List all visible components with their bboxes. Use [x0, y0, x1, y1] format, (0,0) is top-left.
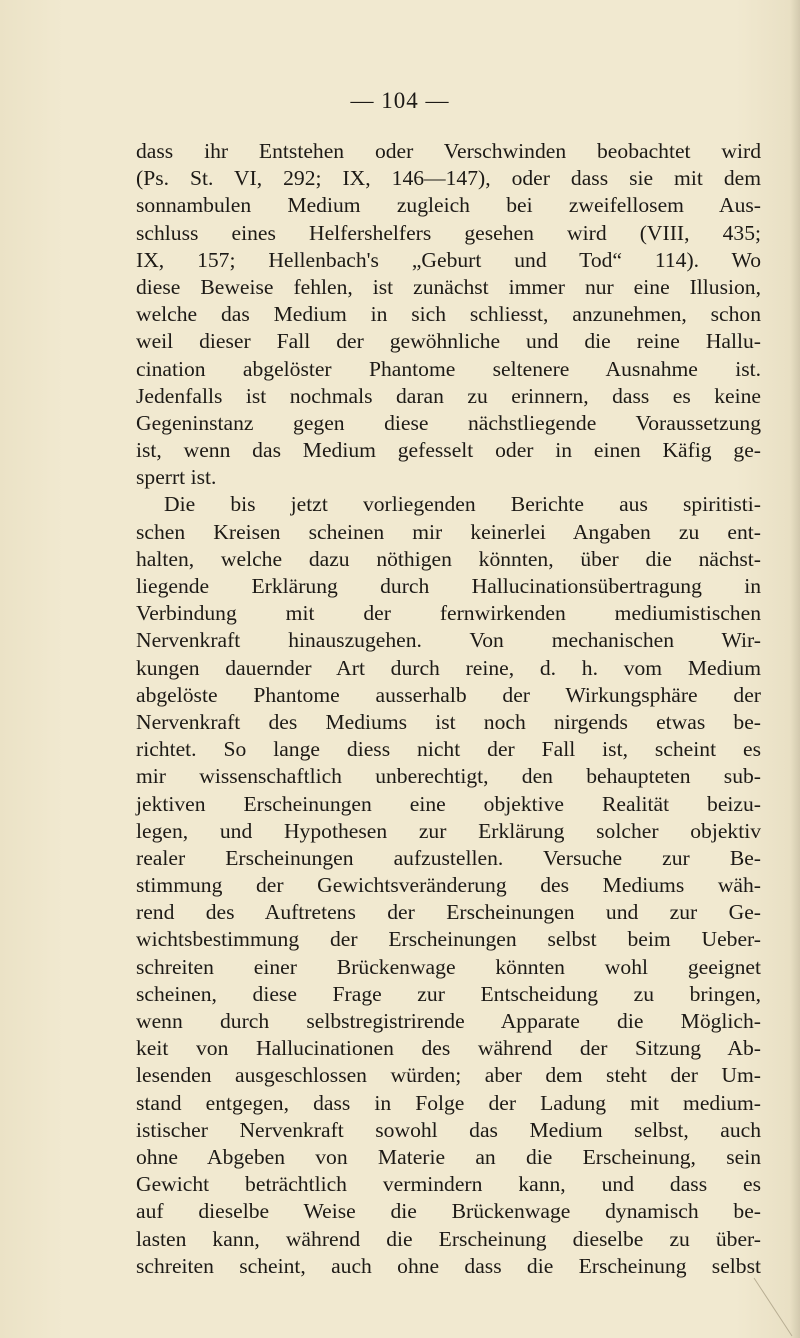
page-number-header: — 104 — [350, 88, 450, 113]
text-line: Gewicht beträchtlich vermindern kann, und dass es [136, 1172, 761, 1197]
text-line: Gegeninstanz gegen diese nächstliegende Voraussetzung [136, 410, 761, 435]
text-line: kungen dauernder Art durch reine, d. h. vom Medium [136, 655, 761, 680]
text-line: realer Erscheinungen aufzustellen. Versuche zur Be- [136, 845, 761, 870]
text-line: stimmung der Gewichtsveränderung des Mediums wäh- [136, 873, 761, 898]
text-line: Nervenkraft des Mediums ist noch nirgends etwas be- [136, 709, 761, 734]
body-text [136, 138, 761, 1280]
text-line: istischer Nervenkraft sowohl das Medium selbst, auch [136, 1117, 761, 1142]
text-line: welche das Medium in sich schliesst, anzunehmen, schon [136, 302, 761, 327]
text-line: IX, 157; Hellenbach's „Geburt und Tod“ 114). Wo [136, 247, 761, 272]
text-line: schreiten einer Brückenwage könnten wohl geeignet [136, 954, 761, 979]
text-line: abgelöste Phantome ausserhalb der Wirkungsphäre der [136, 682, 761, 707]
text-line: Jedenfalls ist nochmals daran zu erinnern, dass es keine [136, 383, 761, 408]
text-line: sonnambulen Medium zugleich bei zweifellosem Aus- [136, 193, 761, 218]
text-line: Nervenkraft hinauszugehen. Von mechanischen Wir- [136, 628, 761, 653]
text-line: dass ihr Entstehen oder Verschwinden beobachtet wird [136, 139, 761, 163]
text-line: stand entgegen, dass in Folge der Ladung mit medium- [136, 1090, 761, 1115]
text-line: scheinen, diese Frage zur Entscheidung zu bringen, [136, 981, 761, 1006]
text-line: Verbindung mit der fernwirkenden mediumistischen [136, 601, 761, 626]
text-line: richtet. So lange diess nicht der Fall ist, scheint es [136, 737, 761, 762]
text-line: diese Beweise fehlen, ist zunächst immer nur eine Illusion, [136, 274, 761, 299]
text-line: wichtsbestimmung der Erscheinungen selbst beim Ueber- [136, 927, 761, 952]
text-line: keit von Hallucinationen des während der Sitzung Ab- [136, 1036, 761, 1061]
text-line: (Ps. St. VI, 292; IX, 146—147), oder dass sie mit dem [136, 166, 761, 191]
text-line: cination abgelöster Phantome seltenere Ausnahme ist. [136, 356, 761, 381]
text-line: auf dieselbe Weise die Brückenwage dynamisch be- [136, 1199, 761, 1224]
page-corner-crease [752, 1276, 800, 1338]
text-line: legen, und Hypothesen zur Erklärung solcher objektiv [136, 818, 761, 843]
text-line: ist, wenn das Medium gefesselt oder in einen Käfig ge- [136, 438, 761, 463]
text-line: rend des Auftretens der Erscheinungen und zur Ge- [136, 900, 761, 925]
paragraph-end-line: sperrt ist. [136, 465, 217, 490]
text-line: lesenden ausgeschlossen würden; aber dem steht der Um- [136, 1063, 761, 1088]
text-line: ohne Abgeben von Materie an die Erscheinung, sein [136, 1144, 761, 1169]
text-line: weil dieser Fall der gewöhnliche und die reine Hallu- [136, 329, 761, 354]
text-line: liegende Erklärung durch Hallucinationsübertragung in [136, 574, 761, 598]
text-line: schen Kreisen scheinen mir keinerlei Angaben zu ent- [136, 519, 761, 544]
text-line: jektiven Erscheinungen eine objektive Realität beizu- [136, 791, 761, 816]
text-line: schluss eines Helfershelfers gesehen wird (VIII, 435; [136, 220, 761, 245]
page-edge-shadow [790, 0, 800, 1338]
text-line: mir wissenschaftlich unberechtigt, den behaupteten sub- [136, 764, 761, 789]
text-line: wenn durch selbstregistrirende Apparate die Möglich- [136, 1009, 761, 1033]
text-line: schreiten scheint, auch ohne dass die Erscheinung selbst [136, 1253, 761, 1278]
text-line: halten, welche dazu nöthigen könnten, über die nächst- [136, 546, 761, 571]
paragraph-start-line: Die bis jetzt vorliegenden Berichte aus spiritisti- [164, 492, 761, 517]
text-line: lasten kann, während die Erscheinung dieselbe zu über- [136, 1226, 761, 1251]
